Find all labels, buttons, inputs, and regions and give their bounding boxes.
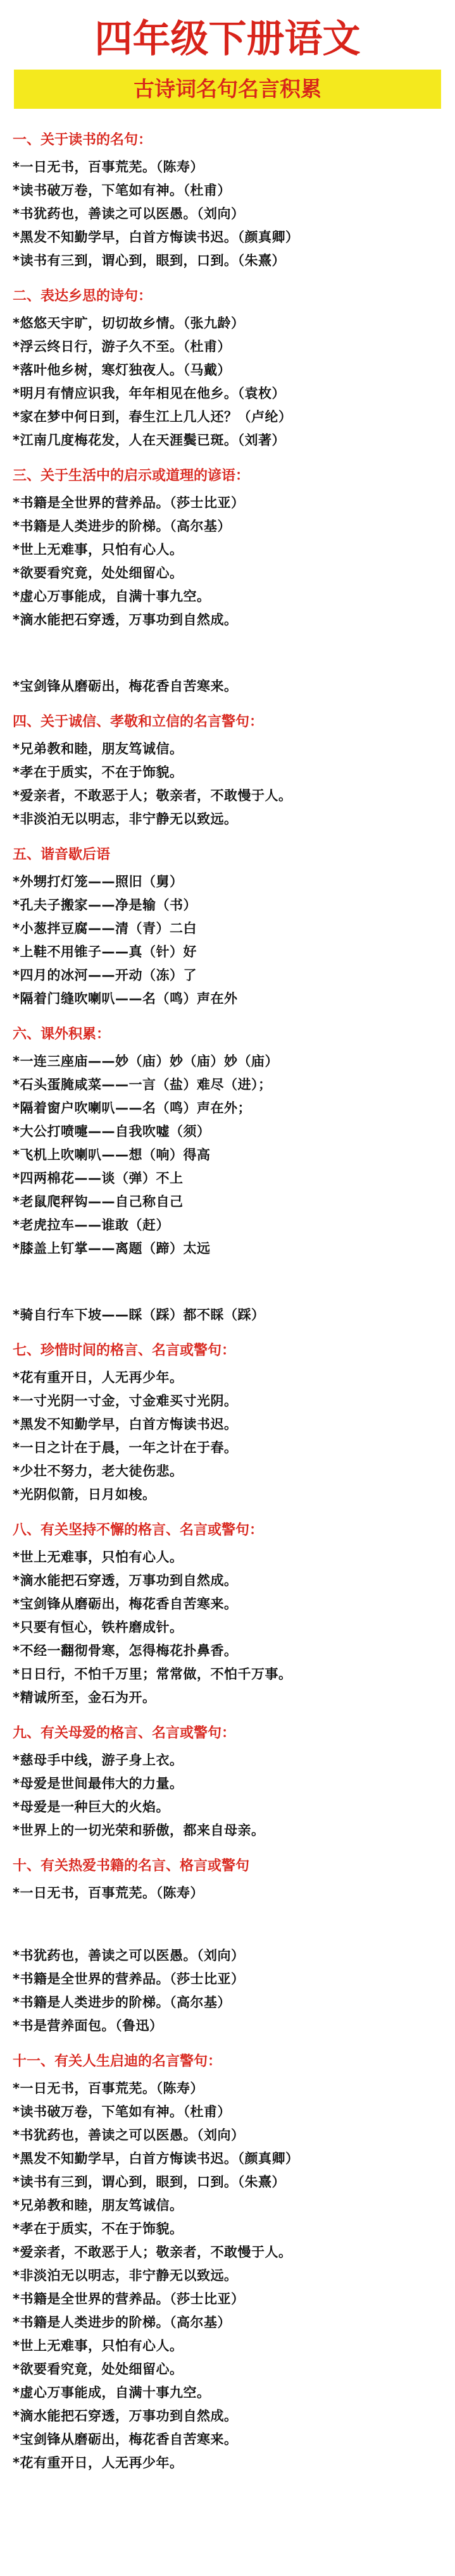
quote-line: *花有重开日，人无再少年。	[13, 2455, 184, 2470]
quote-line: *兄弟教和睦，朋友笃诚信。	[13, 741, 184, 756]
quote-line: *书籍是人类进步的阶梯。（高尔基）	[13, 2315, 231, 2330]
quote-line: *滴水能把石穿透，万事功到自然成。	[13, 2408, 238, 2424]
quote-line: *老虎拉车——谁敢（赶）	[13, 1217, 170, 1233]
quote-line: *浮云终日行，游子久不至。（杜甫）	[13, 339, 231, 354]
section-cherish-time	[13, 1336, 442, 1507]
quote-line: *世上无难事，只怕有心人。	[13, 1550, 184, 1565]
quote-line: *读书破万卷，下笔如有神。（杜甫）	[13, 2104, 231, 2119]
quote-line: *书犹药也，善读之可以医愚。（刘向）	[13, 2128, 245, 2143]
quote-line: *书籍是人类进步的阶梯。（高尔基）	[13, 1995, 231, 2010]
quote-line: *兄弟教和睦，朋友笃诚信。	[13, 2198, 184, 2213]
section-heading: 二、表达乡思的诗句：	[13, 288, 153, 304]
quote-line: *精诚所至，金石为开。	[13, 1690, 156, 1705]
section-life-inspiration	[13, 2047, 442, 2475]
quote-line: *家在梦中何日到，春生江上几人还？（卢纶）	[13, 409, 292, 424]
section-love-books	[13, 1851, 442, 2038]
quote-line: *读书有三到，谓心到，眼到，口到。（朱熹）	[13, 2174, 285, 2190]
quote-line: *世界上的一切光荣和骄傲，都来自母亲。	[13, 1823, 265, 1838]
quote-line: *大公打喷嚏——自我吹嘘（须）	[13, 1124, 211, 1139]
quote-line: *爱亲者，不敢恶于人；敬亲者，不敢慢于人。	[13, 2245, 292, 2260]
quote-line: *黑发不知勤学早，白首方悔读书迟。（颜真卿）	[13, 230, 299, 245]
quote-line: *欲要看究竟，处处细留心。	[13, 2362, 184, 2377]
quote-line: *明月有情应识我，年年相见在他乡。（袁枚）	[13, 386, 285, 401]
section-heading: 六、课外积累：	[13, 1026, 111, 1042]
quote-line: *一寸光阴一寸金，寸金难买寸光阴。	[13, 1393, 238, 1408]
quote-line: *外甥打灯笼——照旧（舅）	[13, 874, 184, 889]
quote-line: *读书破万卷，下笔如有神。（杜甫）	[13, 183, 231, 198]
section-honesty-filial	[13, 707, 442, 831]
quote-line: *读书有三到，谓心到，眼到，口到。（朱熹）	[13, 253, 285, 268]
content-body	[0, 125, 455, 2475]
quote-line: *落叶他乡树，寒灯独夜人。（马戴）	[13, 362, 231, 378]
quote-line: *滴水能把石穿透，万事功到自然成。	[13, 612, 238, 627]
quote-line: *爱亲者，不敢恶于人；敬亲者，不敢慢于人。	[13, 788, 292, 803]
section-life-proverbs	[13, 461, 442, 698]
quote-line: *书是营养面包。（鲁迅）	[13, 2018, 163, 2033]
quote-line: *只要有恒心，铁杵磨成针。	[13, 1620, 184, 1635]
quote-line: *非淡泊无以明志，非宁静无以致远。	[13, 2268, 238, 2283]
section-heading: 十一、有关人生启迪的名言警句：	[13, 2054, 222, 2069]
quote-line: *书犹药也，善读之可以医愚。（刘向）	[13, 1948, 245, 1963]
quote-line: *光阴似箭，日月如梭。	[13, 1487, 156, 1502]
quote-line: *母爱是世间最伟大的力量。	[13, 1776, 184, 1791]
quote-line: *一日之计在于晨，一年之计在于春。	[13, 1440, 238, 1455]
section-perseverance	[13, 1515, 442, 1710]
quote-line: *少壮不努力，老大徒伤悲。	[13, 1464, 184, 1479]
quote-line: *非淡泊无以明志，非宁静无以致远。	[13, 811, 238, 827]
quote-line: *石头蛋腌咸菜——一言（盐）难尽（进）；	[13, 1077, 272, 1092]
quote-line: *悠悠天宇旷，切切故乡情。（张九龄）	[13, 316, 245, 331]
section-heading: 九、有关母爱的格言、名言或警句：	[13, 1725, 236, 1741]
quote-line: *膝盖上钉掌——离题（蹄）太远	[13, 1241, 211, 1256]
quote-line: *宝剑锋从磨砺出，梅花香自苦寒来。	[13, 2432, 238, 2447]
quote-line: *四两棉花——谈（弹）不上	[13, 1171, 184, 1186]
quote-line: *黑发不知勤学早，白首方悔读书迟。（颜真卿）	[13, 2151, 299, 2166]
quote-line: *小葱拌豆腐——清（青）二白	[13, 921, 197, 936]
section-homesickness	[13, 281, 442, 452]
quote-line: *骑自行车下坡——睬（踩）都不睬（踩）	[13, 1307, 265, 1322]
quote-line: *书籍是全世界的营养品。（莎士比亚）	[13, 495, 245, 510]
quote-line: *江南几度梅花发，人在天涯鬓已斑。（刘著）	[13, 433, 285, 448]
quote-line: *虚心万事能成，自满十事九空。	[13, 589, 211, 604]
section-reading	[13, 125, 442, 273]
quote-line: *宝剑锋从磨砺出，梅花香自苦寒来。	[13, 679, 238, 694]
quote-line: *孝在于质实，不在于饰貌。	[13, 765, 184, 780]
quote-line: *一日无书，百事荒芜。（陈寿）	[13, 1885, 204, 1901]
section-extracurricular	[13, 1020, 442, 1327]
section-maternal-love	[13, 1718, 442, 1842]
section-heading: 八、有关坚持不懈的格言、名言或警句：	[13, 1522, 264, 1538]
quote-line: *书犹药也，善读之可以医愚。（刘向）	[13, 206, 245, 221]
quote-line: *欲要看究竟，处处细留心。	[13, 565, 184, 581]
quote-line: *花有重开日，人无再少年。	[13, 1370, 184, 1385]
quote-line: *四月的冰河——开动（冻）了	[13, 968, 197, 983]
page-title: 四年级下册语文	[94, 17, 361, 61]
quote-line: *黑发不知勤学早，白首方悔读书迟。	[13, 1417, 238, 1432]
quote-line: *世上无难事，只怕有心人。	[13, 542, 184, 557]
quote-line: *一日无书，百事荒芜。（陈寿）	[13, 159, 204, 175]
quote-line: *孝在于质实，不在于饰貌。	[13, 2221, 184, 2236]
quote-line: *不经一翻彻骨寒，怎得梅花扑鼻香。	[13, 1643, 238, 1658]
section-homophone-xiehouyu	[13, 840, 442, 1011]
quote-line: *上鞋不用锥子——真（针）好	[13, 944, 197, 959]
quote-line: *宝剑锋从磨砺出，梅花香自苦寒来。	[13, 1596, 238, 1612]
section-heading: 四、关于诚信、孝敬和立信的名言警句：	[13, 714, 264, 730]
quote-line: *隔着门缝吹喇叭——名（鸣）声在外	[13, 991, 238, 1006]
section-heading: 三、关于生活中的启示或道理的谚语：	[13, 468, 250, 484]
section-heading: 七、珍惜时间的格言、名言或警句：	[13, 1343, 236, 1359]
quote-line: *老鼠爬秤钩——自己称自己	[13, 1194, 184, 1209]
section-heading: 一、关于读书的名句：	[13, 132, 153, 148]
quote-line: *书籍是全世界的营养品。（莎士比亚）	[13, 2291, 245, 2307]
quote-line: *滴水能把石穿透，万事功到自然成。	[13, 1573, 238, 1588]
subtitle-banner: 古诗词名句名言积累	[14, 70, 441, 109]
section-heading: 五、谐音歇后语	[13, 847, 111, 863]
quote-line: *母爱是一种巨大的火焰。	[13, 1799, 170, 1815]
quote-line: *日日行，不怕千万里；常常做，不怕千万事。	[13, 1667, 292, 1682]
quote-line: *隔着窗户吹喇叭——名（鸣）声在外；	[13, 1100, 251, 1116]
quote-line: *虚心万事能成，自满十事九空。	[13, 2385, 211, 2400]
quote-line: *一日无书，百事荒芜。（陈寿）	[13, 2081, 204, 2096]
quote-line: *慈母手中线，游子身上衣。	[13, 1753, 184, 1768]
quote-line: *孔夫子搬家——净是输（书）	[13, 897, 197, 913]
quote-line: *世上无难事，只怕有心人。	[13, 2338, 184, 2353]
quote-line: *一连三座庙——妙（庙）妙（庙）妙（庙）	[13, 1054, 278, 1069]
quote-line: *书籍是全世界的营养品。（莎士比亚）	[13, 1971, 245, 1987]
quote-line: *飞机上吹喇叭——想（响）得高	[13, 1147, 211, 1162]
section-heading: 十、有关热爱书籍的名言、格言或警句	[13, 1858, 250, 1874]
quote-line: *书籍是人类进步的阶梯。（高尔基）	[13, 519, 231, 534]
